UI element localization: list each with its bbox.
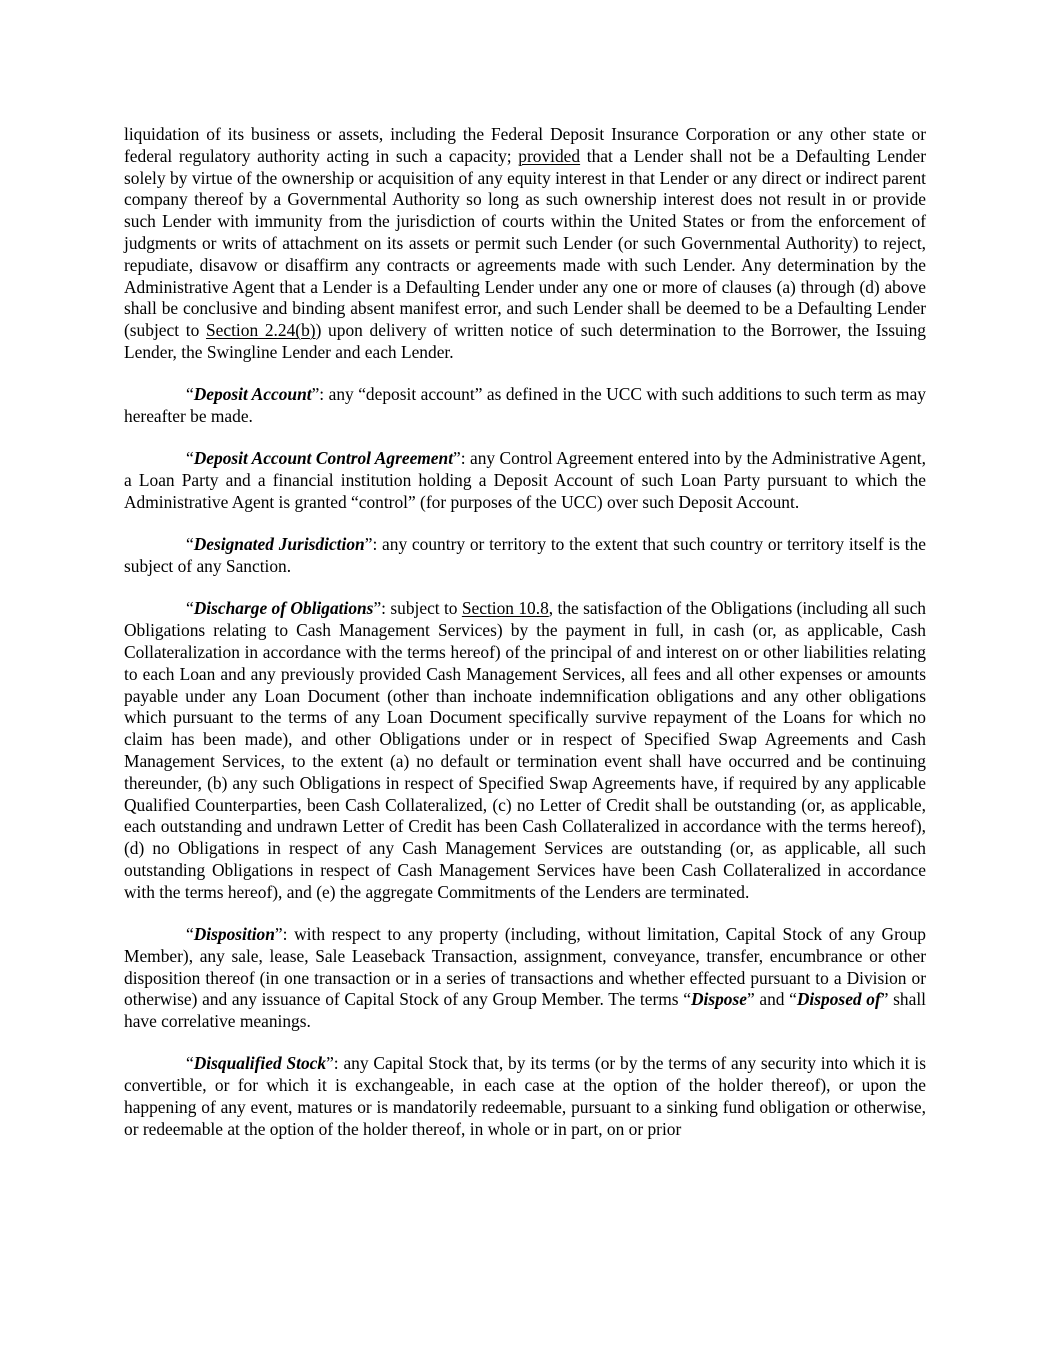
open-quote: “ — [186, 598, 194, 619]
open-quote: “ — [186, 924, 194, 944]
close-quote: ”: — [274, 924, 295, 944]
definition-text: ” and “ — [746, 989, 797, 1010]
section-reference: Section 2.24(b) — [205, 320, 316, 341]
defined-term: Disqualified Stock — [193, 1053, 327, 1074]
paragraph-defaulting-lender-continuation — [124, 124, 926, 364]
open-quote: “ — [186, 534, 194, 555]
definition-text: any Control Agreement entered into by the Administrative Agent, a Loan Party and a financial institution holding a Deposit Account of such Loan Party pursuant to which the Administrative Agent is granted “control” (for purposes of the UCC) over such Deposit Account. — [124, 448, 926, 512]
definition-designated-jurisdiction — [124, 534, 926, 578]
definition-deposit-account — [124, 384, 926, 428]
open-quote: “ — [186, 1053, 194, 1074]
document-page — [124, 124, 926, 1141]
definition-discharge-of-obligations — [124, 598, 926, 903]
paragraph-text: liquidation of its business or assets, including the Federal Deposit Insurance Corporation or any other state or federal regulatory authority acting in such a capacity; — [124, 124, 926, 166]
defined-term-disposed-of: Disposed of — [796, 989, 881, 1010]
provided-underlined: provided — [518, 145, 581, 166]
definition-text: any country or territory to the extent that such country or territory itself is the subject of any Sanction. — [124, 534, 926, 577]
definition-text: ” shall have correlative meanings. — [124, 989, 926, 1032]
close-quote: ”: — [326, 1053, 344, 1074]
open-quote: “ — [186, 448, 194, 469]
section-reference: Section 10.8 — [461, 598, 549, 619]
defined-term: Discharge of Obligations — [193, 598, 374, 619]
definition-disqualified-stock — [124, 1053, 926, 1140]
definition-deposit-account-control-agreement — [124, 448, 926, 513]
definition-text: with respect to any property (including, without limitation, Capital Stock of any Group Member), any sale, lease, Sale Leaseback Transaction, assignment, conveyance, transfer, encumbrance or other disposition thereof (in one transaction or in a series of transactions and whether effected pursuant to a Division or otherwise) and any issuance of Capital Stock of any Group Member. The terms “ — [124, 924, 926, 1010]
paragraph-text: that a Lender shall not be a Defaulting Lender solely by virtue of the ownership or acquisition of any equity interest in that Lender or any direct or indirect parent company thereof by a Governmental Authority so long as such ownership interest does not result in or provide such Lender with immunity from the jurisdiction of courts within the United States or from the enforcement of judgments or writs of attachment on its assets or permit such Lender (or such Governmental Authority) to reject, repudiate, disavow or disaffirm any contracts or agreements made with such Lender. Any determination by the Administrative Agent that a Lender is a Defaulting Lender under any one or more of clauses (a) through (d) above shall be conclusive and binding absent manifest error, and such Lender shall be deemed to be a Defaulting Lender (subject to — [124, 145, 926, 341]
defined-term: Deposit Account Control Agreement — [193, 448, 454, 469]
definition-disposition — [124, 924, 926, 1033]
defined-term-dispose: Dispose — [690, 989, 747, 1010]
open-quote: “ — [186, 384, 194, 405]
defined-term: Designated Jurisdiction — [193, 534, 365, 555]
close-quote: ”: — [364, 534, 383, 555]
definition-text: , the satisfaction of the Obligations (including all such Obligations relating to Cash Management Services) by the payment in full, in cash (or, as applicable, Cash Collateralization in accordance with the terms hereof) of the principal of and interest on or other liabilities relating to each Loan and any previously provided Cash Management Services, all fees and all other expenses or amounts payable under any Loan Document (other than inchoate indemnification obligations and any other obligations which pursuant to the terms of any Loan Document specifically survive repayment of the Loans for which no claim has been made), and other Obligations under or in respect of Specified Swap Agreements and Cash Management Services, to the extent (a) no default or termination event shall have occurred and be continuing thereunder, (b) any such Obligations in respect of Specified Swap Agreements have, if required by any applicable Qualified Counterparties, been Cash Collateralized, (c) no Letter of Credit shall be outstanding (or, as applicable, each outstanding and undrawn Letter of Credit has been Cash Collateralized in accordance with the terms hereof), (d) no Obligations in respect of any Cash Management Services are outstanding (or, as applicable, all such outstanding Obligations in respect of Cash Management Services have been Cash Collateralized in accordance with the terms hereof), and (e) the aggregate Commitments of the Lenders are terminated. — [124, 598, 926, 902]
definition-text: any “deposit account” as defined in the UCC with such additions to such term as may hereafter be made. — [124, 384, 926, 427]
close-quote: ”: — [453, 448, 471, 469]
close-quote: ”: — [311, 384, 329, 405]
definition-text: subject to — [390, 598, 462, 619]
paragraph-text: ) upon delivery of written notice of such determination to the Borrower, the Issuing Lender, the Swingline Lender and each Lender. — [124, 320, 926, 362]
definition-text: any Capital Stock that, by its terms (or by the terms of any security into which it is convertible, or for which it is exchangeable, in each case at the option of the holder thereof), or upon the happening of any event, matures or is mandatorily redeemable, pursuant to a sinking fund obligation or otherwise, or redeemable at the option of the holder thereof, in whole or in part, on or prior — [124, 1053, 926, 1139]
defined-term: Deposit Account — [193, 384, 312, 405]
close-quote: ”: — [373, 598, 391, 619]
defined-term: Disposition — [193, 924, 275, 944]
